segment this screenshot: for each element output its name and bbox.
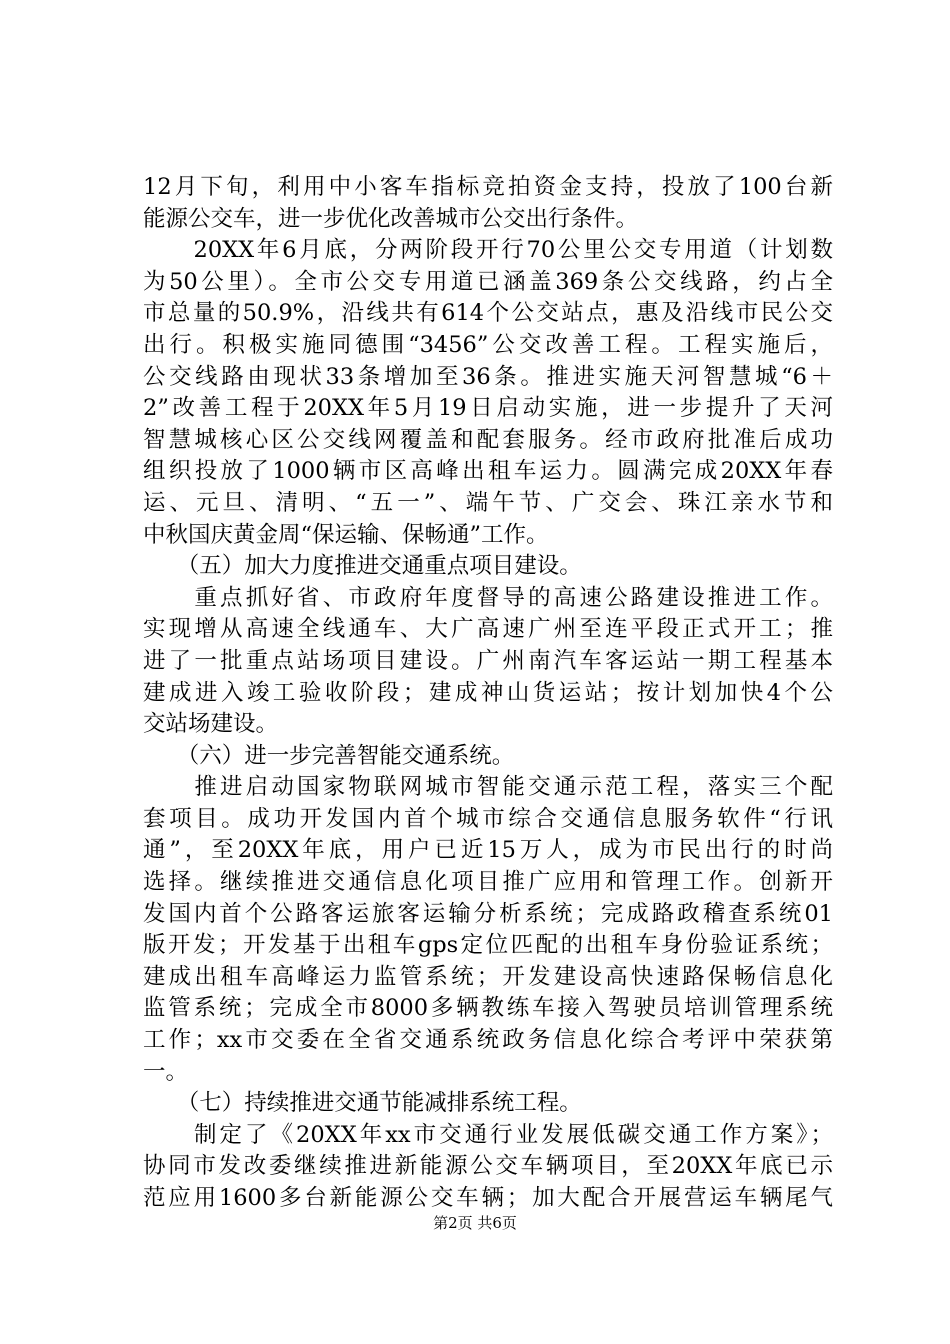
text-line: 协同市发改委继续推进新能源公交车辆项目，至20XX年底已示	[143, 1153, 833, 1180]
text-line: 运、元旦、清明、“五一”、端午节、广交会、珠江亲水节和	[143, 489, 833, 516]
text-line: 监管系统；完成全市8000多辆教练车接入驾驶员培训管理系统	[143, 995, 833, 1022]
text-line: 建成进入竣工验收阶段；建成神山货运站；按计划加快4个公	[143, 679, 833, 706]
text-line: 范应用1600多台新能源公交车辆；加大配合开展营运车辆尾气	[143, 1185, 833, 1211]
text-line: 建成出租车高峰运力监管系统；开发建设高快速路保畅信息化	[143, 963, 833, 990]
text-line: 制定了《20XX年xx市交通行业发展低碳交通工作方案》；	[143, 1121, 833, 1148]
text-line: 一。	[143, 1058, 189, 1085]
text-line: 出行。积极实施同德围“3456”公交改善工程。工程实施后，	[143, 331, 833, 358]
page-footer: 第2页 共6页	[433, 1214, 517, 1232]
text-line: 为50公里）。全市公交专用道已涵盖369条公交线路，约占全	[143, 268, 833, 295]
text-line: 中秋国庆黄金周“保运输、保畅通”工作。	[143, 521, 549, 548]
text-line: 套项目。成功开发国内首个城市综合交通信息服务软件“行讯	[143, 805, 833, 832]
text-line: 交站场建设。	[143, 711, 279, 738]
text-line: 选择。继续推进交通信息化项目推广应用和管理工作。创新开	[143, 869, 833, 896]
text-line: 进了一批重点站场项目建设。广州南汽车客运站一期工程基本	[143, 647, 833, 674]
text-line: 工作；xx市交委在全省交通系统政务信息化综合考评中荣获第	[143, 1027, 833, 1054]
text-line: （六）进一步完善智能交通系统。	[143, 742, 515, 769]
text-line: 版开发；开发基于出租车gps定位匹配的出租车身份验证系统；	[143, 932, 833, 959]
text-line: 公交线路由现状33条增加至36条。推进实施天河智慧城“6＋	[143, 363, 833, 390]
text-line: 市总量的50.9%，沿线共有614个公交站点，惠及沿线市民公交	[143, 300, 833, 327]
text-line: 重点抓好省、市政府年度督导的高速公路建设推进工作。	[143, 584, 833, 611]
text-line: 通”，至20XX年底，用户已近15万人，成为市民出行的时尚	[143, 837, 833, 864]
document-body	[143, 172, 833, 1215]
text-line: 2”改善工程于20XX年5月19日启动实施，进一步提升了天河	[143, 395, 833, 422]
text-line: 实现增从高速全线通车、大广高速广州至连平段正式开工；推	[143, 616, 833, 643]
text-line: （七）持续推进交通节能减排系统工程。	[143, 1090, 582, 1117]
text-line: （五）加大力度推进交通重点项目建设。	[143, 553, 582, 580]
text-line: 能源公交车，进一步优化改善城市公交出行条件。	[143, 205, 639, 232]
text-line: 发国内首个公路客运旅客运输分析系统；完成路政稽查系统01	[143, 900, 833, 927]
text-line: 推进启动国家物联网城市智能交通示范工程，落实三个配	[143, 774, 833, 801]
text-line: 12月下旬，利用中小客车指标竞拍资金支持，投放了100台新	[143, 174, 833, 200]
text-line: 20XX年6月底，分两阶段开行70公里公交专用道（计划数	[143, 237, 833, 264]
text-line: 智慧城核心区公交线网覆盖和配套服务。经市政府批准后成功	[143, 426, 833, 453]
text-line: 组织投放了1000辆市区高峰出租车运力。圆满完成20XX年春	[143, 458, 833, 485]
